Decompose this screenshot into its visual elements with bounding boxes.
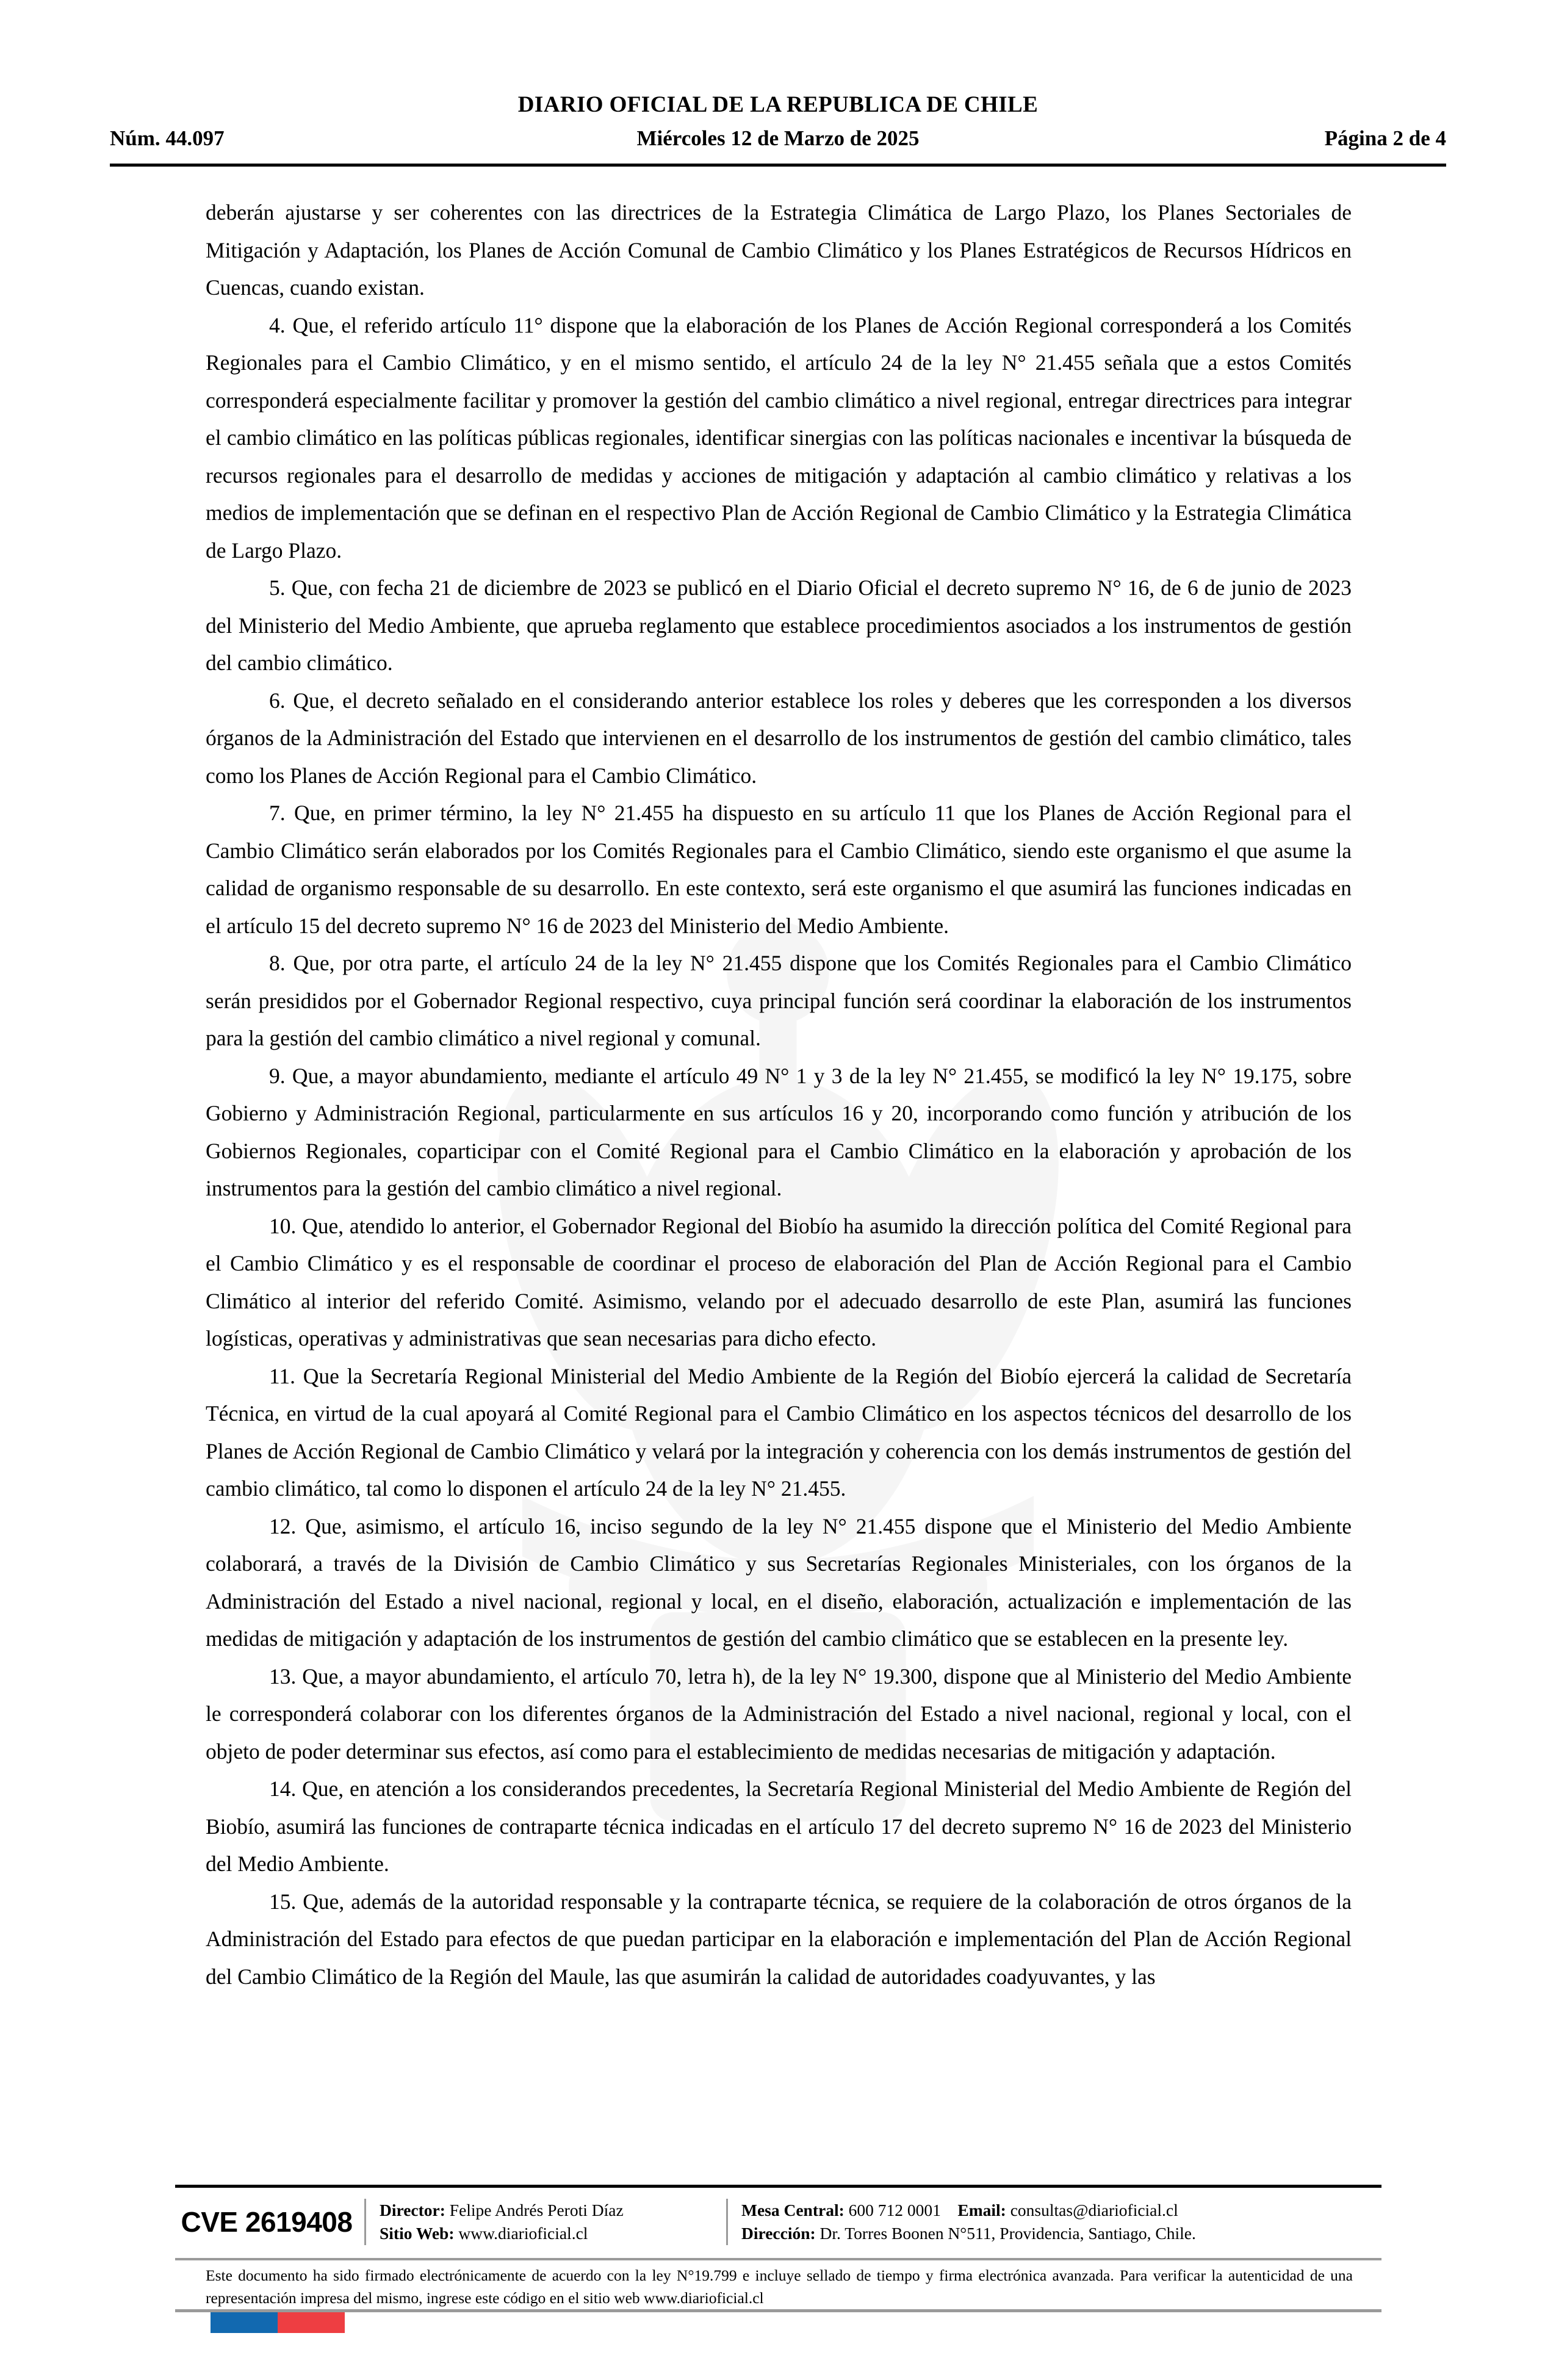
website-url[interactable]: www.diarioficial.cl <box>458 2224 588 2243</box>
issue-number: Núm. 44.097 <box>110 126 225 151</box>
page-header <box>0 0 1556 151</box>
paragraph-item-5: 5. Que, con fecha 21 de diciembre de 2023 se publicó en el Diario Oficial el decreto supremo N° 16, de 6 de junio de 2023 del Ministerio del Medio Ambiente, que aprueba reglamento que establece procedimientos asociados a los instrumentos de gestión del cambio climático. <box>206 575 1352 675</box>
address-value: Dr. Torres Boonen N°511, Providencia, Santiago, Chile. <box>819 2224 1196 2243</box>
address-label: Dirección: <box>741 2224 816 2243</box>
header-divider <box>110 164 1446 167</box>
publication-date: Miércoles 12 de Marzo de 2025 <box>636 126 920 151</box>
paragraph-item-12: 12. Que, asimismo, el artículo 16, inciso segundo de la ley N° 21.455 dispone que el Ministerio del Medio Ambiente colaborará, a través de la División de Cambio Climático y sus Secretarías Regionales Ministeriales, con los órganos de la Administración del Estado a nivel nacional, regional y local, en el diseño, elaboración, actualización e implementación de las medidas de mitigación y adaptación de los instrumentos de gestión del cambio climático que se establecen en la presente ley. <box>206 1513 1352 1651</box>
flag-red-band <box>278 2312 345 2333</box>
chile-flag-accent <box>211 2312 345 2333</box>
page-indicator: Página 2 de 4 <box>1324 126 1446 151</box>
header-meta-row <box>110 126 1446 151</box>
page-footer <box>175 2188 1381 2256</box>
website-label: Sitio Web: <box>380 2224 455 2243</box>
footer-phone-email-line <box>741 2199 1368 2222</box>
paragraph-item-14: 14. Que, en atención a los considerandos precedentes, la Secretaría Regional Ministerial del Medio Ambiente de Región del Biobío, asumirá las funciones de contraparte técnica indicadas en el artículo 17 del decreto supremo N° 16 de 2023 del Ministerio del Medio Ambiente. <box>206 1776 1352 1876</box>
page-end-divider <box>175 2309 1381 2312</box>
paragraph-item-11: 11. Que la Secretaría Regional Ministerial del Medio Ambiente de la Región del Biobío ejercerá la calidad de Secretaría Técnica, en virtud de la cual apoyará al Comité Regional para el Cambio Climático en los aspectos técnicos del desarrollo de los Planes de Acción Regional de Cambio Climático y velará por la integración y coherencia con los demás instrumentos de gestión del cambio climático, tal como lo disponen el artículo 24 de la ley N° 21.455. <box>206 1363 1352 1501</box>
footer-contact-column-1 <box>366 2199 726 2245</box>
phone-label: Mesa Central: <box>741 2201 845 2220</box>
paragraph-item-8: 8. Que, por otra parte, el artículo 24 de la ley N° 21.455 dispone que los Comités Regionales para el Cambio Climático serán presididos por el Gobernador Regional respectivo, cuya principal función será coordinar la elaboración de los instrumentos para la gestión del cambio climático a nivel regional y comunal. <box>206 951 1352 1050</box>
paragraph-item-6: 6. Que, el decreto señalado en el considerando anterior establece los roles y deberes que les corresponden a los diversos órganos de la Administración del Estado que intervienen en el desarrollo de los instrumentos de gestión del cambio climático, tales como los Planes de Acción Regional para el Cambio Climático. <box>206 688 1352 788</box>
footer-bottom-divider <box>175 2258 1381 2260</box>
email-address[interactable]: consultas@diarioficial.cl <box>1010 2201 1178 2220</box>
footer-address-line <box>741 2222 1368 2245</box>
cve-code: CVE 2619408 <box>181 2206 353 2238</box>
footer-contact-column-2 <box>728 2199 1381 2245</box>
footer-website-line <box>380 2222 713 2245</box>
email-label: Email: <box>957 2201 1006 2220</box>
electronic-signature-disclaimer: Este documento ha sido firmado electrónicamente de acuerdo con la ley N°19.799 e incluye sellado de tiempo y firma electrónica avanzada. Para verificar la autenticidad de una representación impresa del mismo, ingrese este código en el sitio web www.diarioficial.cl <box>206 2266 1353 2307</box>
paragraph-item-4: 4. Que, el referido artículo 11° dispone que la elaboración de los Planes de Acción Regional corresponderá a los Comités Regionales para el Cambio Climático, y en el mismo sentido, el artículo 24 de la ley N° 21.455 señala que a estos Comités corresponderá especialmente facilitar y promover la gestión del cambio climático a nivel regional, entregar directrices para integrar el cambio climático en las políticas públicas regionales, identificar sinergias con las políticas nacionales e incentivar la búsqueda de recursos regionales para el desarrollo de medidas y acciones de mitigación y adaptación al cambio climático y relativas a los medios de implementación que se definan en el respectivo Plan de Acción Regional de Cambio Climático y la Estrategia Climática de Largo Plazo. <box>206 312 1352 563</box>
paragraph-continuation: deberán ajustarse y ser coherentes con las directrices de la Estrategia Climática de Largo Plazo, los Planes Sectoriales de Mitigación y Adaptación, los Planes de Acción Comunal de Cambio Climático y los Planes Estratégicos de Recursos Hídricos en Cuencas, cuando existan. <box>206 200 1352 300</box>
document-body <box>206 194 1352 1996</box>
director-name: Felipe Andrés Peroti Díaz <box>449 2201 624 2220</box>
paragraph-item-10: 10. Que, atendido lo anterior, el Gobernador Regional del Biobío ha asumido la dirección política del Comité Regional para el Cambio Climático y es el responsable de coordinar el proceso de elaboración del Plan de Acción Regional para el Cambio Climático al interior del referido Comité. Asimismo, velando por el adecuado desarrollo de este Plan, asumirá las funciones logísticas, operativas y administrativas que sean necesarias para dicho efecto. <box>206 1213 1352 1350</box>
director-label: Director: <box>380 2201 445 2220</box>
phone-number: 600 712 0001 <box>848 2201 941 2220</box>
paragraph-item-13: 13. Que, a mayor abundamiento, el artículo 70, letra h), de la ley N° 19.300, dispone que al Ministerio del Medio Ambiente le corresponderá colaborar con los diferentes órganos de la Administración del Estado a nivel nacional, regional y local, con el objeto de poder determinar sus efectos, así como para el establecimiento de medidas necesarias de mitigación y adaptación. <box>206 1664 1352 1764</box>
footer-director-line <box>380 2199 713 2222</box>
flag-blue-band <box>211 2312 278 2333</box>
paragraph-item-15: 15. Que, además de la autoridad responsable y la contraparte técnica, se requiere de la colaboración de otros órganos de la Administración del Estado para efectos de que puedan participar en la elaboración e implementación del Plan de Acción Regional del Cambio Climático de la Región del Maule, las que asumirán la calidad de autoridades coadyuvantes, y las <box>206 1889 1352 1989</box>
paragraph-item-7: 7. Que, en primer término, la ley N° 21.455 ha dispuesto en su artículo 11 que los Planes de Acción Regional para el Cambio Climático serán elaborados por los Comités Regionales para el Cambio Climático, siendo este organismo el que asume la calidad de organismo responsable de su desarrollo. En este contexto, será este organismo el que asumirá las funciones indicadas en el artículo 15 del decreto supremo N° 16 de 2023 del Ministerio del Medio Ambiente. <box>206 801 1352 938</box>
paragraph-item-9: 9. Que, a mayor abundamiento, mediante el artículo 49 N° 1 y 3 de la ley N° 21.455, se modificó la ley N° 19.175, sobre Gobierno y Administración Regional, particularmente en sus artículos 16 y 20, incorporando como función y atribución de los Gobiernos Regionales, coparticipar con el Comité Regional para el Cambio Climático en la elaboración y aprobación de los instrumentos para la gestión del cambio climático a nivel regional. <box>206 1063 1352 1200</box>
masthead-title: DIARIO OFICIAL DE LA REPUBLICA DE CHILE <box>517 92 1039 117</box>
